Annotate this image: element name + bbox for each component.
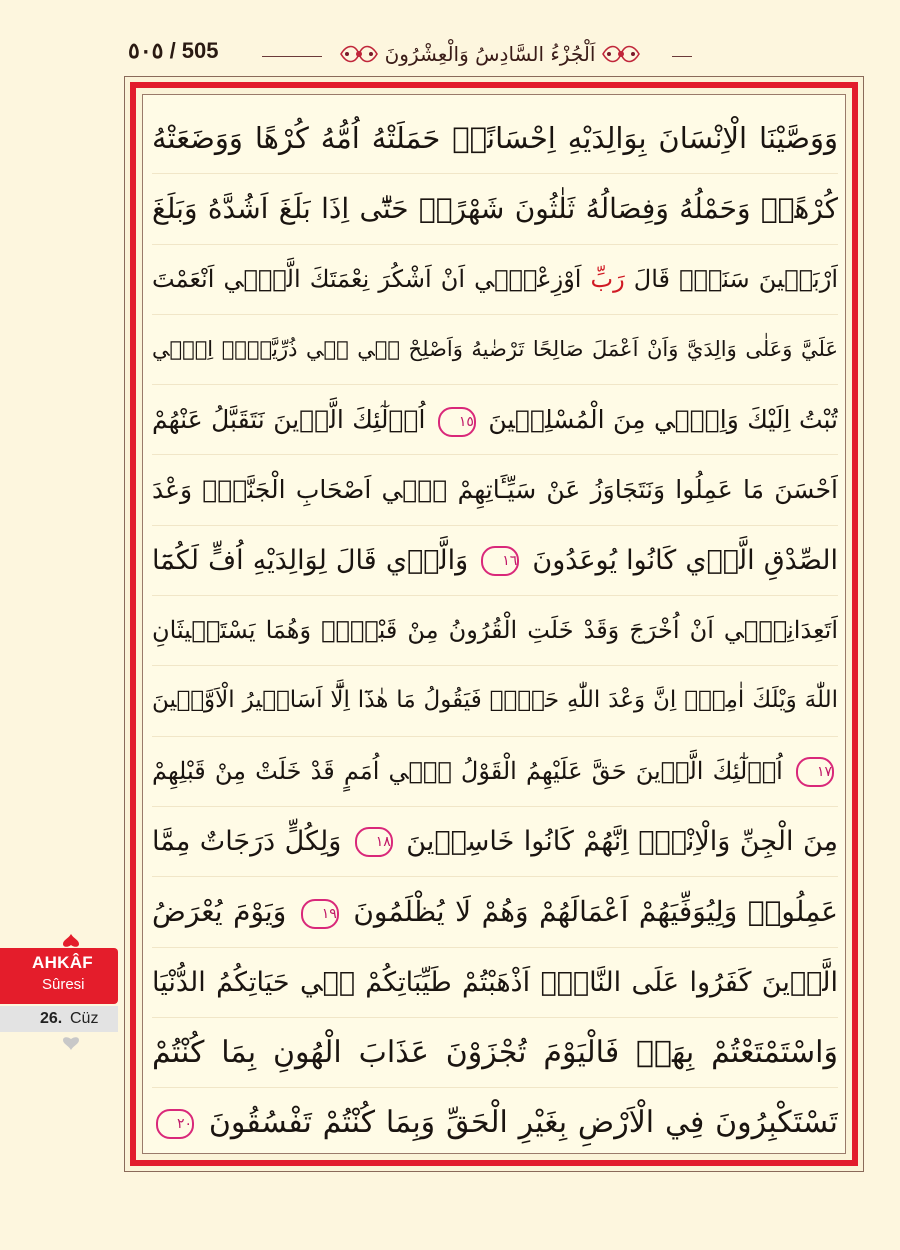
verse-text: عَلَيَّ وَعَلٰى وَالِدَيَّ وَاَنْ اَعْمَلَ صَالِحًا تَرْضٰيهُ وَاَصْلِحْ ل۪ي ف۪ي ذُرِّيَّت۪يۚ اِنّ۪ي — [152, 336, 838, 361]
verse-text: الَّذ۪ينَ كَفَرُوا عَلَى النَّارِۜ اَذْهَبْتُمْ طَيِّبَاتِكُمْ ف۪ي حَيَاتِكُمُ الدُّنْيَا — [152, 966, 838, 998]
verse-text: مِنَ الْجِنِّ وَالْاِنْسِۜ اِنَّهُمْ كَانُوا خَاسِر۪ينَ — [396, 825, 838, 857]
arabesque-ornament-icon — [339, 42, 379, 66]
verse-line — [152, 877, 838, 947]
verse-line — [152, 1018, 838, 1088]
divine-name-highlight: رَبِّ — [590, 264, 625, 293]
verse-text: اللّٰهَ وَيْلَكَ اٰمِنْۗ اِنَّ وَعْدَ اللّٰهِ حَقٌّۚ فَيَقُولُ مَا هٰذَٓا اِلَّٓا اَسَاط۪يرُ الْاَوَّل۪ينَ — [152, 687, 838, 714]
page-number: ٥٠٥ / 505 — [128, 38, 219, 63]
verse-text: وَوَصَّيْنَا الْاِنْسَانَ بِوَالِدَيْهِ اِحْسَانًاۜ حَمَلَتْهُ اُمُّهُ كُرْهًا وَوَضَعَتْهُ — [152, 121, 838, 155]
verse-line — [152, 245, 838, 315]
verse-text: تَسْتَكْبِرُونَ فِي الْاَرْضِ بِغَيْرِ الْحَقِّ وَبِمَا كُنْتُمْ تَفْسُقُونَ — [198, 1105, 838, 1141]
verse-text: وَالَّذ۪ي قَالَ لِوَالِدَيْهِ اُفٍّ لَكُمَٓا — [152, 544, 478, 576]
juz-label: Cüz — [70, 1010, 99, 1027]
sura-label-box — [0, 948, 118, 1004]
sura-name: AHKÂF — [32, 953, 93, 972]
ayah-number-marker: ١٩ — [301, 899, 339, 929]
verse-text: اَتَعِدَانِن۪ٓي اَنْ اُخْرَجَ وَقَدْ خَلَتِ الْقُرُونُ مِنْ قَبْل۪يۚ وَهُمَا يَسْتَغ۪يثَانِ — [152, 616, 838, 645]
verse-text: اَحْسَنَ مَا عَمِلُوا وَنَتَجَاوَزُ عَنْ سَيِّـَٔاتِهِمْ ف۪ٓي اَصْحَابِ الْجَنَّةِۜ وَعْدَ — [152, 475, 838, 505]
verse-text: اُو۬لٰٓئِكَ الَّذ۪ينَ حَقَّ عَلَيْهِمُ الْقَوْلُ ف۪ٓي اُمَمٍ قَدْ خَلَتْ مِنْ قَبْلِهِمْ — [152, 756, 792, 785]
juz-label-box — [0, 1006, 118, 1032]
verse-line — [152, 737, 838, 807]
quran-text-body — [152, 104, 838, 1144]
juz-title: اَلْجُزْءُ السَّادِسُ وَالْعِشْرُونَ — [384, 42, 596, 66]
verse-line — [152, 596, 838, 666]
fleur-ornament-icon — [60, 1034, 82, 1050]
verse-line — [152, 315, 838, 385]
verse-text: اُو۬لٰٓئِكَ الَّذ۪ينَ نَتَقَبَّلُ عَنْهُمْ — [152, 405, 434, 435]
verse-line — [152, 455, 838, 525]
verse-line — [152, 948, 838, 1018]
verse-text: تُبْتُ اِلَيْكَ وَاِنّ۪ي مِنَ الْمُسْلِم۪ينَ — [479, 405, 838, 435]
verse-line — [152, 526, 838, 596]
verse-line — [152, 1088, 838, 1157]
sura-subtitle: Sûresi — [42, 976, 85, 993]
verse-text: عَمِلُواۚ وَلِيُوَفِّيَهُمْ اَعْمَالَهُمْ وَهُمْ لَا يُظْلَمُونَ — [342, 895, 838, 929]
verse-text: اَرْبَع۪ينَ سَنَةًۙ قَالَ — [624, 264, 838, 293]
verse-text: وَيَوْمَ يُعْرَضُ — [152, 895, 297, 929]
verse-line — [152, 385, 838, 455]
verse-text: الصِّدْقِ الَّذ۪ي كَانُوا يُوعَدُونَ — [523, 544, 838, 576]
verse-line — [152, 174, 838, 244]
verse-text: وَلِكُلٍّ دَرَجَاتٌ مِمَّا — [152, 825, 351, 857]
ayah-number-marker: ١٧ — [796, 757, 834, 787]
verse-text: كُرْهًاۜ وَحَمْلُهُ وَفِصَالُهُ ثَلٰثُونَ شَهْرًاۜ حَتّٰٓى اِذَا بَلَغَ اَشُدَّهُ وَبَلَغَ — [152, 192, 838, 226]
verse-line — [152, 104, 838, 174]
verse-text: اَوْزِعْن۪ٓي اَنْ اَشْكُرَ نِعْمَتَكَ الَّت۪ٓي اَنْعَمْتَ — [152, 264, 591, 293]
juz-header — [280, 34, 700, 74]
verse-text: وَاسْتَمْتَعْتُمْ بِهَاۚ فَالْيَوْمَ تُجْزَوْنَ عَذَابَ الْهُونِ بِمَا كُنْتُمْ — [152, 1034, 838, 1070]
verse-line — [152, 807, 838, 877]
ayah-number-marker: ٢٠ — [156, 1109, 194, 1139]
ayah-number-marker: ١٥ — [438, 407, 476, 437]
juz-number: 26. — [40, 1010, 63, 1027]
ayah-number-marker: ١٨ — [355, 827, 393, 857]
verse-line — [152, 666, 838, 736]
ayah-number-marker: ١٦ — [481, 546, 519, 576]
arabesque-ornament-icon — [601, 42, 641, 66]
